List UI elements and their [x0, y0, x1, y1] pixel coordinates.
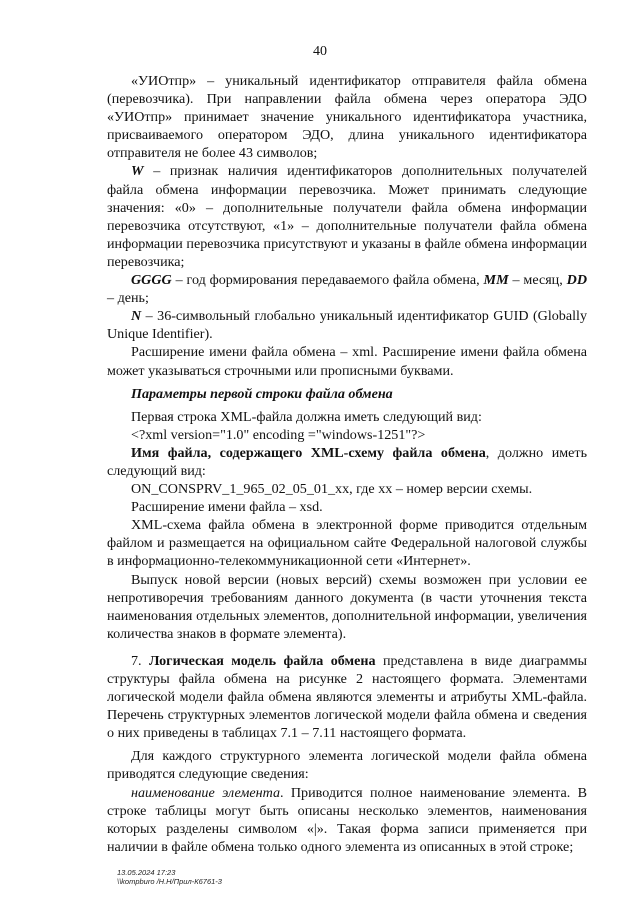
- section-number: 7.: [131, 652, 149, 669]
- paragraph-xml-schema: XML-схема файла обмена в электронной форме приводится отдельным файлом и размещается на официальном сайте Федеральной налоговой службы в информационно-телекоммуникационной сети «Интернет».: [107, 517, 587, 570]
- schema-name-bold: Имя файла, содержащего XML-схему файла обмена: [131, 444, 486, 461]
- xml-declaration: <?xml version="1.0" encoding ="windows-1251"?>: [131, 426, 426, 443]
- footer-date: 13.05.2024 17:23: [117, 868, 176, 877]
- schema-extension: Расширение имени файла – xsd.: [131, 499, 323, 516]
- paragraph-extension: Расширение имени файла обмена – xml. Расширение имени файла обмена может указываться строчными или прописными буквами.: [107, 344, 587, 379]
- section-heading-first-line: Параметры первой строки файла обмена: [131, 385, 393, 402]
- paragraph-w: [107, 162, 587, 271]
- term-gggg: GGGG: [131, 272, 172, 289]
- document-body: [107, 72, 587, 856]
- paragraph-logical-model-text: представлена в виде диаграммы структуры файла обмена на рисунке 2 настоящего формата. Элементами логической модели файла обмена являются элементы и атрибуты XML-файла. Перечень структурных элементов логической модели файла обмена и сведения о них приведены в таблицах 7.1 – 7.11 настоящего формата.: [107, 652, 587, 742]
- footer-stamp: [117, 868, 222, 886]
- paragraph-new-version: Выпуск новой версии (новых версий) схемы возможен при условии ее непротиворечия требованиям данного документа (в части уточнения текста наименования отдельных элементов, дополнительной информации, увеличения количества знаков в формате элемента).: [107, 571, 587, 642]
- paragraph-element-name: [107, 784, 587, 856]
- schema-file-name: ON_CONSPRV_1_965_02_05_01_xx, где хх – номер версии схемы.: [131, 481, 533, 498]
- paragraph-logical-model: [107, 652, 587, 742]
- logical-model-bold: Логическая модель файла обмена: [148, 652, 376, 669]
- paragraph-date-text-3: – день;: [107, 290, 149, 307]
- paragraph-schema-name: [107, 444, 587, 480]
- paragraph-guid: [107, 307, 587, 343]
- paragraph-guid-text: – 36-символьный глобально уникальный идентификатор GUID (Globally Unique Identifier).: [107, 308, 587, 343]
- term-w: W: [131, 163, 144, 180]
- term-mm: MM: [483, 272, 509, 289]
- paragraph-schema-name-text: , должно иметь следующий вид:: [107, 444, 587, 479]
- footer-path: \\kompburo /Н.Н/Прил-К6761-3: [117, 877, 222, 886]
- paragraph-w-text: – признак наличия идентификаторов дополнительных получателей файла обмена информации перевозчика. Может принимать следующие значения: «0» – дополнительные получатели файла обмена информации перевозчика отсутствуют, «1» – дополнительные получатели файла обмена информации перевозчика присутствуют и указаны в файле обмена информации перевозчика;: [107, 163, 587, 270]
- paragraph-first-line: Первая строка XML-файла должна иметь следующий вид:: [131, 408, 482, 425]
- paragraph-uiotpr: «УИОтпр» – уникальный идентификатор отправителя файла обмена (перевозчика). При направлении файла обмена через оператора ЭДО «УИОтпр» принимает значение уникального идентификатора участника, присваиваемого оператором ЭДО, длина уникального идентификатора отправителя не более 43 символов;: [107, 73, 587, 162]
- element-name-italic: наименование элемента: [131, 784, 280, 801]
- paragraph-element-info: Для каждого структурного элемента логической модели файла обмена приводятся следующие сведения:: [107, 748, 587, 783]
- term-n: N: [131, 308, 142, 325]
- paragraph-date-text-2: – месяц,: [508, 272, 567, 289]
- term-dd: DD: [566, 272, 587, 289]
- paragraph-date: [107, 271, 587, 307]
- page-number: 40: [313, 44, 327, 59]
- paragraph-date-text-1: – год формирования передаваемого файла обмена,: [171, 272, 484, 289]
- paragraph-element-name-text: . Приводится полное наименование элемента. В строке таблицы могут быть описаны несколько элементов, наименования которых разделены символом «|». Такая форма записи применяется при наличии в файле обмена только одного элемента из описанных в этой строке;: [107, 784, 587, 855]
